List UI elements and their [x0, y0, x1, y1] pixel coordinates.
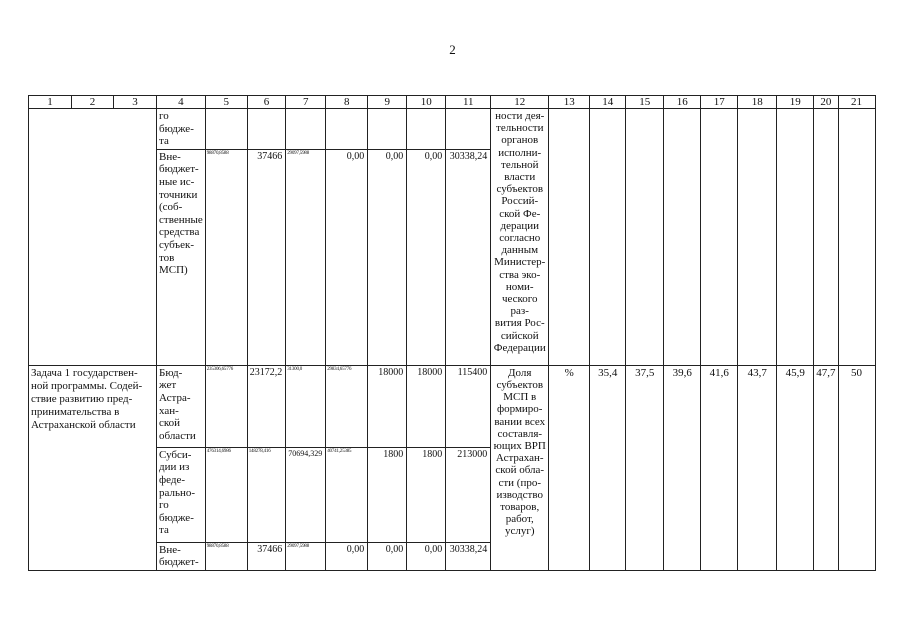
amount-cell: 40741,25385 [326, 447, 368, 542]
empty-cell [549, 109, 590, 366]
header-cell: 20 [814, 96, 838, 109]
amount-cell: 18000 [368, 365, 407, 447]
amount-cell: 0,00 [368, 542, 407, 570]
indicator-cell: Доля субъектов МСП в формиро- вании всех составля- ющих ВРП Астрахан- ской обла- сти (про- изводство товаров, работ, услуг) [491, 365, 549, 570]
page-number: 2 [449, 42, 456, 57]
header-cell: 21 [838, 96, 875, 109]
amount-cell: 37466 [247, 542, 286, 570]
amount-cell: 29097,5988 [286, 149, 326, 365]
funding-source-cell: Вне- бюджет- ные ис- точники (соб- ственные средства субъек- тов МСП) [157, 149, 206, 365]
amount-cell: 0,00 [326, 149, 368, 365]
funding-source-cell: Бюд- жет Астра- хан- ской области [157, 365, 206, 447]
task-row-regional-budget [29, 365, 876, 447]
header-cell: 1 [29, 96, 72, 109]
amount-cell: 29834,65776 [326, 365, 368, 447]
header-cell: 6 [247, 96, 286, 109]
amount-cell: 98870,8588 [205, 149, 247, 365]
header-cell: 7 [286, 96, 326, 109]
amount-cell: 476314,6986 [205, 447, 247, 542]
amount-cell: 23172,2 [247, 365, 286, 447]
header-cell: 16 [664, 96, 701, 109]
amount-cell: 29097,5988 [286, 542, 326, 570]
amount-cell: 30338,24 [446, 149, 491, 365]
amount-cell: 18000 [407, 365, 446, 447]
header-cell: 13 [549, 96, 590, 109]
amount-cell: 148278,416 [247, 447, 286, 542]
target-value-cell: 39,6 [664, 365, 701, 570]
continued-row [29, 109, 876, 150]
empty-task-cell [29, 109, 157, 366]
amount-cell: 235306,65776 [205, 365, 247, 447]
amount-cell: 98870,8588 [205, 542, 247, 570]
target-value-cell: 43,7 [738, 365, 777, 570]
funding-source-cell: Вне- бюджет- [157, 542, 206, 570]
amount-cell: 0,00 [368, 149, 407, 365]
header-cell: 2 [72, 96, 114, 109]
target-value-cell: 50 [838, 365, 875, 570]
header-cell: 18 [738, 96, 777, 109]
target-value-cell: 45,9 [777, 365, 814, 570]
target-value-cell: 35,4 [590, 365, 626, 570]
target-value-cell: 47,7 [814, 365, 838, 570]
amount-cell: 1800 [368, 447, 407, 542]
header-cell: 10 [407, 96, 446, 109]
header-cell: 12 [491, 96, 549, 109]
amount-cell: 70694,329 [286, 447, 326, 542]
header-cell: 3 [114, 96, 157, 109]
header-cell: 14 [590, 96, 626, 109]
funding-source-cell: го бюдже- та [157, 109, 206, 150]
header-cell: 11 [446, 96, 491, 109]
amount-cell: 31300,0 [286, 365, 326, 447]
unit-cell: % [549, 365, 590, 570]
header-cell: 17 [701, 96, 738, 109]
header-cell: 15 [626, 96, 664, 109]
amount-cell: 0,00 [407, 149, 446, 365]
header-row [29, 96, 876, 109]
amount-cell: 37466 [247, 149, 286, 365]
header-cell: 4 [157, 96, 206, 109]
target-value-cell: 41,6 [701, 365, 738, 570]
amount-cell: 0,00 [326, 542, 368, 570]
indicator-cell: ности дея- тельности органов исполни- тельной власти субъектов Россий- ской Фе- дерации согласно данным Министер- ства эко- номи- ческого раз- вития Рос- сийской Федерации [491, 109, 549, 366]
header-cell: 9 [368, 96, 407, 109]
header-cell: 5 [205, 96, 247, 109]
amount-cell: 213000 [446, 447, 491, 542]
amount-cell: 115400 [446, 365, 491, 447]
task-name-cell: Задача 1 государствен- ной программы. Содей- ствие развитию пред- принимательства в Астраханской области [29, 365, 157, 570]
program-table [28, 95, 876, 571]
amount-cell: 1800 [407, 447, 446, 542]
header-cell: 8 [326, 96, 368, 109]
amount-cell: 30338,24 [446, 542, 491, 570]
header-cell: 19 [777, 96, 814, 109]
funding-source-cell: Субси- дии из феде- рально- го бюдже- та [157, 447, 206, 542]
target-value-cell: 37,5 [626, 365, 664, 570]
amount-cell: 0,00 [407, 542, 446, 570]
